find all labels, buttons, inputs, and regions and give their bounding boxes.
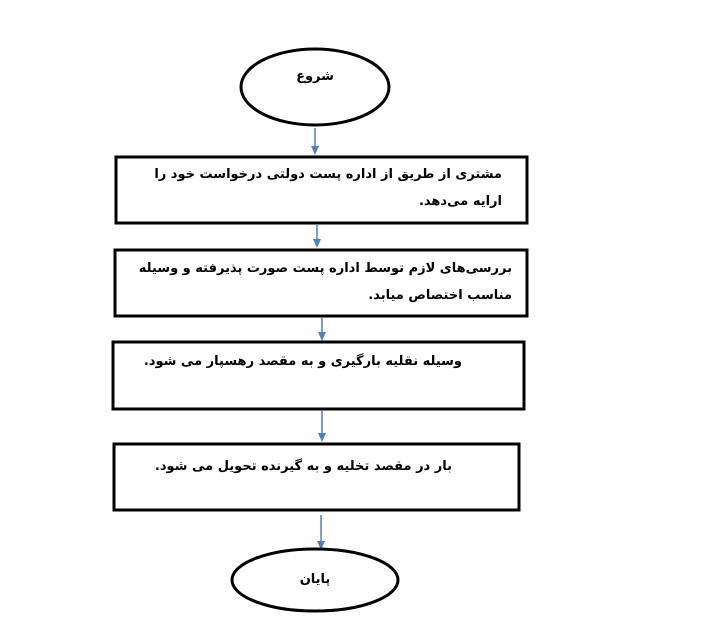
step-4-text: بار در مقصد تخلیه و به گیرنده تحویل می شود.: [154, 459, 452, 474]
step-2-text: بررسی‌های لازم توسط اداره پست صورت پذیرفته و وسیله مناسب اختصاص میابد.: [138, 261, 512, 303]
start-label: شروع: [296, 69, 334, 84]
end-label: پایان: [299, 572, 331, 587]
step-3-text: وسیله نقلیه بارگیری و به مقصد رهسپار می شود.: [143, 354, 462, 369]
start-node: [241, 49, 389, 125]
step-1-text: مشتری از طریق از اداره پست دولتی درخواست خود را ارایه می‌دهد.: [154, 167, 502, 209]
